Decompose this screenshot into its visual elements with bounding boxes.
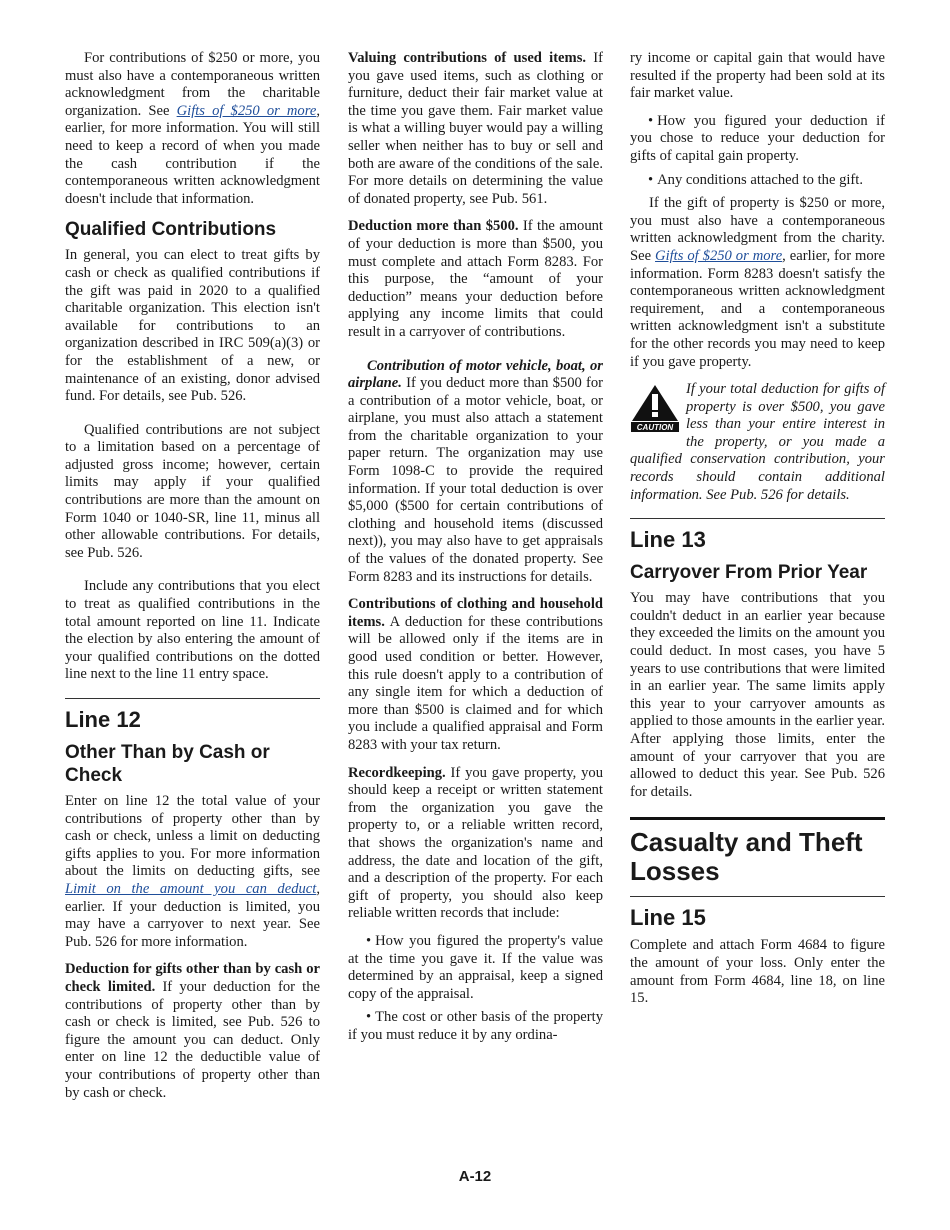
paragraph: Qualified contributions are not subject to a limitation based on a percentage of adjusted gross income; however, certain limits may apply if your qualified contributions are more than the amount on Form 1040 or 1040-SR, line 11, minus all other allowable contributions. For details, see Pub. 526. bbox=[65, 421, 320, 561]
paragraph: Valuing contributions of used items. If you gave used items, such as clothing or furniture, deduct their fair market value at the time you gave them. Fair market value is what a willing buyer would pay a willing seller when neither has to buy or sell and both are aware of the conditions of the sale. For more details on determining the value of donated property, see Pub. 561. bbox=[348, 50, 603, 207]
divider bbox=[630, 896, 885, 897]
column-1 bbox=[65, 50, 320, 1112]
paragraph: Deduction for gifts other than by cash or check limited. If your deduction for the contributions of property other than by cash or check is limited, see Pub. 526 to figure the amount you can deduct. Only enter on line 12 the deductible value of your contributions of property other than by cash or check. bbox=[65, 961, 320, 1101]
heading-other-than-cash: Other Than by Cash or Check bbox=[65, 742, 270, 786]
paragraph: In general, you can elect to treat gifts by cash or check as qualified contributions if the gift was paid in 2020 to a qualified charitable organization. This election isn't available for contributions to an organization described in IRC 509(a)(3) or for the establishment of a new, or maintenance of an existing, donor advised fund. For details, see Pub. 526. bbox=[65, 247, 320, 405]
heading-line-15: Line 15 bbox=[630, 905, 706, 931]
heading-carryover: Carryover From Prior Year bbox=[630, 562, 868, 584]
bullet-icon: • bbox=[366, 1009, 372, 1026]
heading-line-12: Line 12 bbox=[65, 707, 141, 732]
column-2 bbox=[348, 50, 603, 1050]
paragraph: Include any contributions that you elect to treat as qualified contributions in the total amount reported on line 11. Indicate the election by also entering the amount of your qualified contributions on the dotted line next to the line 11 entry space. bbox=[65, 578, 320, 683]
paragraph: If the gift of property is $250 or more, you must also have a contemporaneous written acknowledgment from the charity. See Gifts of $250 or more, earlier, for more information. Form 8283 doesn't satisfy the contemporaneous written acknowledgment requirement, and a contemporaneous written acknowledgment isn't a substitute for the other records you may need to keep if you gave property. bbox=[630, 195, 885, 370]
list-item: • How you figured the property's value at the time you gave it. If the value was determined by an appraisal, keep a signed copy of the appraisal. bbox=[348, 932, 603, 1002]
list-item: • How you figured your deduction if you chose to reduce your deduction for gifts of capital gain property. bbox=[630, 112, 885, 164]
list-item: • The cost or other basis of the property if you must reduce it by any ordina- bbox=[348, 1009, 603, 1043]
list-item: • Any conditions attached to the gift. bbox=[648, 171, 863, 188]
heading-line-13: Line 13 bbox=[630, 527, 706, 553]
caution-note bbox=[630, 381, 885, 504]
caution-label: CAUTION bbox=[636, 423, 674, 433]
gifts-250-link[interactable]: Gifts of $250 or more bbox=[176, 102, 317, 119]
paragraph: Contribution of motor vehicle, boat, or airplane. If you deduct more than $500 for a contribution of a motor vehicle, boat, or airplane, you must also attach a statement from the charitable organization to your paper return. The organization may use Form 1098-C to provide the required information. If your total deduction is over $5,000 ($500 for certain contributions of clothing and household items (discussed next)), you may also have to get appraisals of the values of the donated property. See Form 8283 and its instructions for details. bbox=[348, 357, 603, 585]
bullet-icon: • bbox=[648, 112, 654, 129]
paragraph: Recordkeeping. If you gave property, you should keep a receipt or written statement from the organization you gave the property to, or a reliable written record, that shows the organization's name and address, the date and location of the gift, and a description of the property. For each gift of property, you should also keep reliable written records that include: bbox=[348, 764, 603, 922]
paragraph: Enter on line 12 the total value of your contributions of property other than by cash or check, unless a limit on deducting gifts applies to you. For more information about the limits on deducting gifts, see Limit on the amount you can deduct, earlier. If your deduction is limited, you may have a carryover to next year. See Pub. 526 for more information. bbox=[65, 793, 320, 950]
page-number: A-12 bbox=[458, 1168, 492, 1185]
paragraph: You may have contributions that you couldn't deduct in an earlier year because they exceeded the limits on the amount you could deduct. In most cases, you have 5 years to use contributions that were limited in an earlier year. The same limits apply this year to your carryover amounts as applied to those amounts in the earlier year. After applying those limits, enter the amount of your carryover that you are allowed to deduct this year. See Pub. 526 for details. bbox=[630, 590, 885, 800]
paragraph: Deduction more than $500. If the amount of your deduction is more than $500, you must complete and attach Form 8283. For this purpose, the “amount of your deduction” means your deduction before applying any income limits that could result in a carryover of contributions. bbox=[348, 218, 603, 340]
section-divider bbox=[630, 817, 885, 820]
divider bbox=[65, 698, 320, 699]
gifts-250-link[interactable]: Gifts of $250 or more bbox=[655, 247, 783, 264]
caution-icon bbox=[630, 383, 680, 433]
paragraph: ry income or capital gain that would have resulted if the property had been sold at its fair market value. bbox=[630, 50, 885, 102]
paragraph: Complete and attach Form 4684 to figure the amount of your loss. Only enter the amount from Form 4684, line 18, on line 15. bbox=[630, 937, 885, 1007]
divider bbox=[630, 518, 885, 519]
heading-casualty-theft: Casualty and Theft Losses bbox=[630, 827, 863, 887]
bullet-icon: • bbox=[648, 171, 654, 188]
limit-amount-link[interactable]: Limit on the amount you can deduct bbox=[65, 880, 317, 897]
caution-text: If your total deduction for gifts of property is over $500, you gave less than your entire interest in the property, or you made a qualified conservation contribution, your records should contain additional information. See Pub. 526 for details. bbox=[630, 381, 885, 503]
paragraph: For contributions of $250 or more, you must also have a contemporaneous written acknowledgment from the charitable organization. See Gifts of $250 or more, earlier, for more information. You will still need to keep a record of when you made the cash contribution if the contemporaneous written acknowledgment doesn't include that information. bbox=[65, 50, 320, 207]
bullet-icon: • bbox=[366, 932, 372, 949]
heading-qualified-contributions: Qualified Contributions bbox=[65, 219, 277, 241]
paragraph: Contributions of clothing and household items. A deduction for these contributions will be allowed only if the items are in good used condition or better. However, this rule doesn't apply to a contribution of any single item for which a deduction of more than $500 is claimed and for which you include a qualified appraisal and Form 8283 with your tax return. bbox=[348, 596, 603, 753]
column-3 bbox=[630, 50, 885, 1018]
